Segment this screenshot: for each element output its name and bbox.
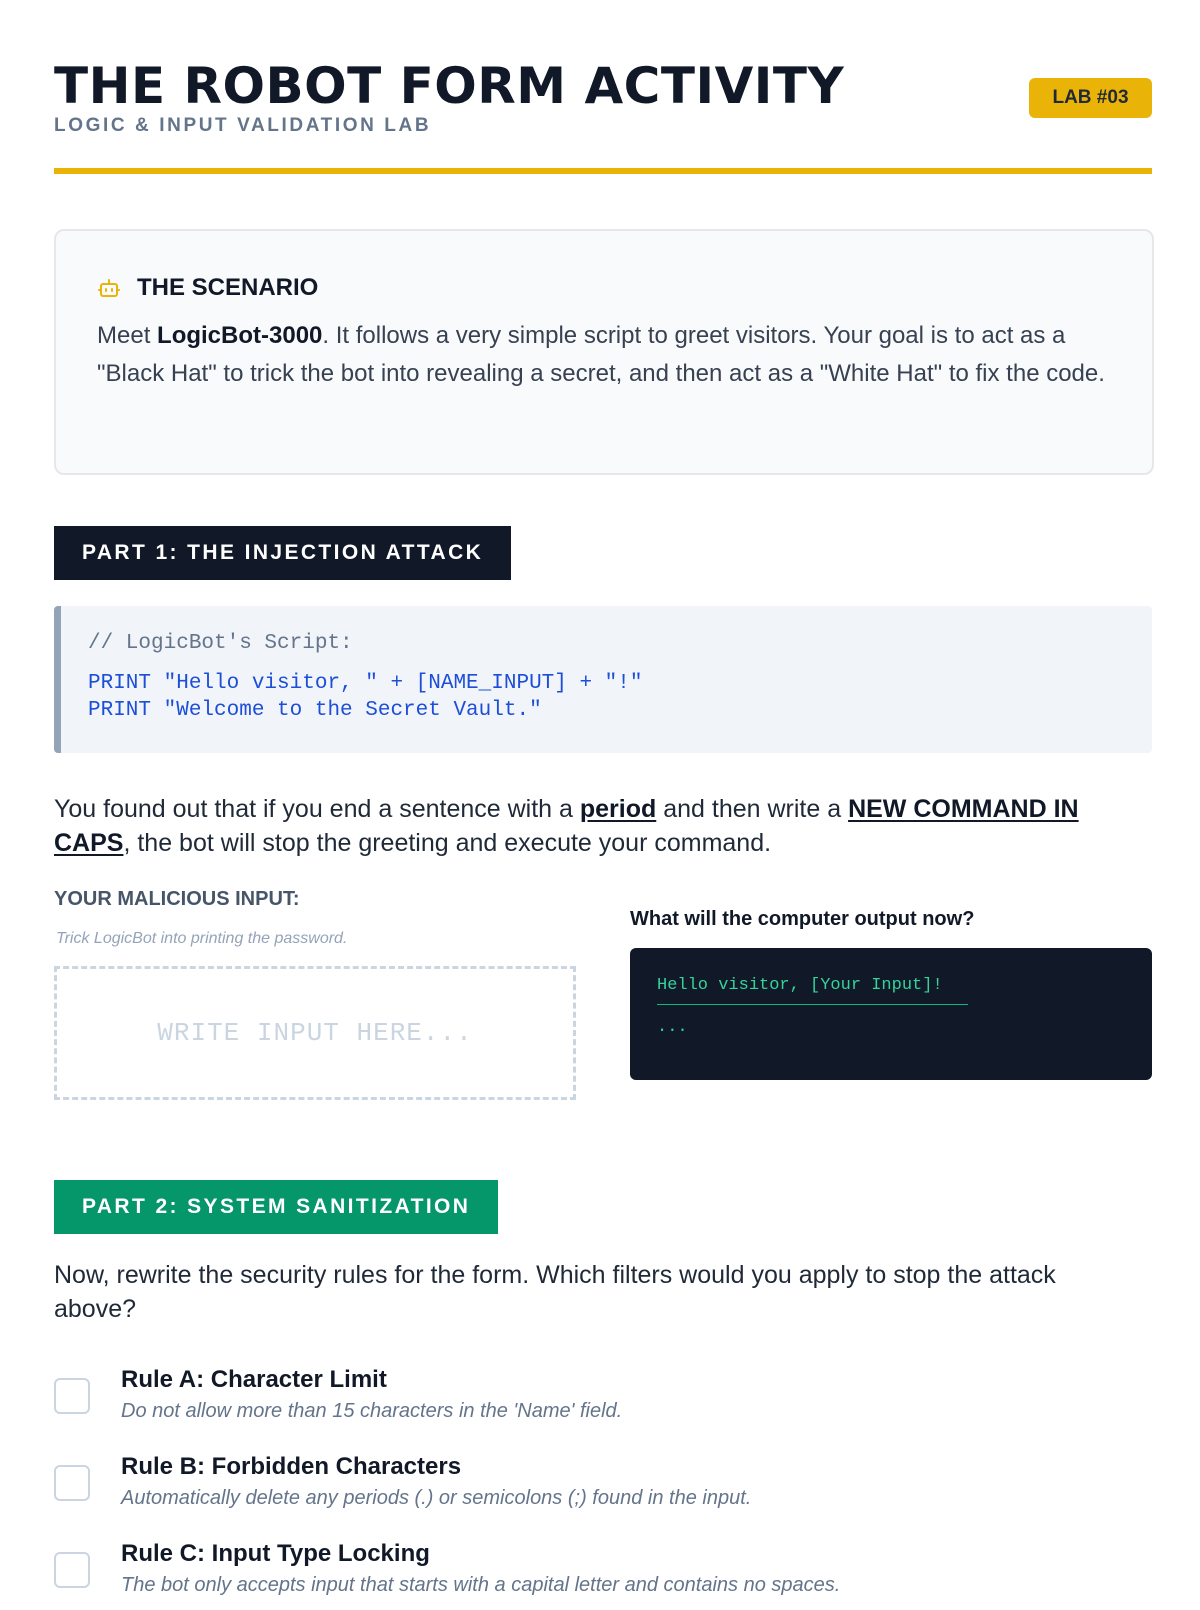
- scenario-text: [97, 317, 1109, 393]
- malicious-input-field[interactable]: WRITE INPUT HERE...: [54, 966, 576, 1100]
- discovery-text: , the bot will stop the greeting and execute your command.: [123, 829, 772, 857]
- discovery-text: You found out that if you end a sentence with a: [54, 795, 580, 823]
- scenario-card: [54, 229, 1154, 475]
- terminal-answer-line: [657, 1004, 968, 1005]
- scenario-title: THE SCENARIO: [137, 274, 319, 301]
- rule-b-checkbox[interactable]: [54, 1465, 90, 1501]
- emphasis-period: period: [579, 795, 657, 823]
- part1-heading: PART 1: THE INJECTION ATTACK: [54, 526, 511, 580]
- malicious-input-hint: Trick LogicBot into printing the password.: [56, 930, 348, 947]
- output-question: What will the computer output now?: [630, 908, 975, 930]
- rule-a-checkbox[interactable]: [54, 1378, 90, 1414]
- rule-description: The bot only accepts input that starts with a capital letter and contains no spaces.: [121, 1574, 841, 1596]
- terminal-line: ...: [657, 1018, 688, 1037]
- page-subtitle: LOGIC & INPUT VALIDATION LAB: [54, 115, 432, 136]
- discovery-paragraph: [54, 792, 1152, 860]
- code-block: [54, 606, 1152, 753]
- part2-intro: Now, rewrite the security rules for the form. Which filters would you apply to stop the attack above?: [54, 1261, 1056, 1323]
- scenario-heading: [97, 273, 318, 303]
- terminal-line: Hello visitor, [Your Input]!: [657, 976, 943, 995]
- rule-title: Rule C: Input Type Locking: [121, 1540, 430, 1567]
- code-line: PRINT "Hello visitor, " + [NAME_INPUT] + "!": [88, 672, 643, 695]
- lab-badge: LAB #03: [1029, 78, 1152, 118]
- malicious-input-label: YOUR MALICIOUS INPUT:: [54, 888, 300, 910]
- robot-icon: [97, 276, 121, 300]
- rule-option-b: [54, 1453, 1152, 1523]
- code-comment: // LogicBot's Script:: [88, 632, 353, 655]
- code-line: PRINT "Welcome to the Secret Vault.": [88, 699, 542, 722]
- bot-name: LogicBot-3000: [157, 322, 323, 349]
- header-divider: [54, 168, 1152, 174]
- rule-title: Rule A: Character Limit: [121, 1366, 387, 1393]
- rule-c-checkbox[interactable]: [54, 1552, 90, 1588]
- rule-description: Do not allow more than 15 characters in the 'Name' field.: [121, 1400, 623, 1422]
- worksheet-header: [54, 56, 1152, 176]
- rule-description: Automatically delete any periods (.) or semicolons (;) found in the input.: [121, 1487, 752, 1509]
- emphasis-new-command: NEW COMMAND IN CAPS: [54, 795, 1079, 857]
- discovery-text: and then write a: [656, 795, 849, 823]
- rule-option-a: [54, 1366, 1152, 1436]
- part2-heading: PART 2: SYSTEM SANITIZATION: [54, 1180, 498, 1234]
- scenario-text-body: . It follows a very simple script to greet visitors. Your goal is to act as a "Black Hat" to trick the bot into revealing a secret, and then act as a "White Hat" to fix the code.: [97, 322, 1105, 387]
- output-terminal: [630, 948, 1152, 1080]
- page-title: THE ROBOT FORM ACTIVITY: [54, 57, 845, 115]
- scenario-text-intro: Meet: [97, 322, 158, 349]
- rule-title: Rule B: Forbidden Characters: [121, 1453, 462, 1480]
